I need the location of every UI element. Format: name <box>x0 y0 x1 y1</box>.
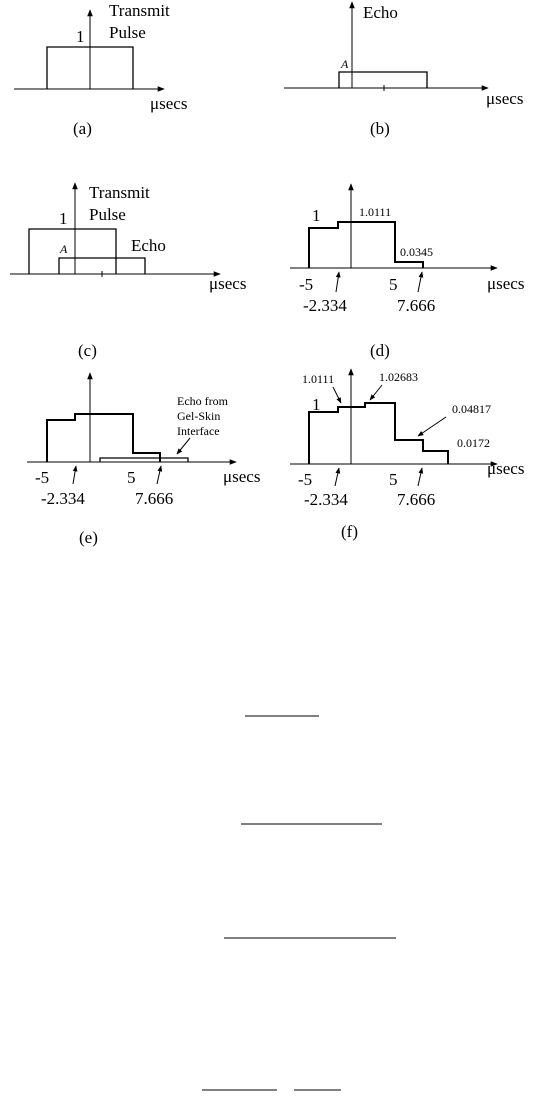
panel-c <box>10 183 246 360</box>
panel-f-arrow-7666 <box>418 468 422 486</box>
panel-c-echo-label: Echo <box>131 236 166 255</box>
panel-e-arrow-neg2334 <box>73 466 76 484</box>
panel-d-tick-7666: 7.666 <box>397 296 436 315</box>
panel-a-label-line2: Pulse <box>109 23 146 42</box>
panel-a-unit: μsecs <box>150 94 188 113</box>
panel-f-caption: (f) <box>341 522 358 541</box>
panel-d-level-one: 1 <box>312 206 321 225</box>
panel-e-unit: μsecs <box>223 467 261 486</box>
panel-d-arrow-neg2334 <box>336 272 339 292</box>
panel-e-caption: (e) <box>79 528 98 547</box>
panel-b-caption: (b) <box>370 119 390 138</box>
panel-e-tick-5: 5 <box>127 468 136 487</box>
panel-f-arrow-value-1 <box>333 387 341 403</box>
panel-e-arrow-7666 <box>157 466 161 484</box>
panel-d-value-2: 0.0345 <box>400 245 433 259</box>
panel-f <box>290 369 524 541</box>
panel-c-label-line2: Pulse <box>89 205 126 224</box>
panel-f-tick-7666: 7.666 <box>397 490 436 509</box>
panel-f-unit: μsecs <box>487 459 525 478</box>
panel-c-level-one: 1 <box>59 209 68 228</box>
panel-a-label-line1: Transmit <box>109 1 170 20</box>
panel-e-note-line2: Gel-Skin <box>177 409 221 423</box>
panel-c-caption: (c) <box>78 341 97 360</box>
panel-f-level-one: 1 <box>312 395 321 414</box>
panel-f-value-2: 1.02683 <box>379 370 418 384</box>
panel-f-arrow-neg2334 <box>335 468 339 486</box>
panel-e-tick-neg5: -5 <box>35 468 50 487</box>
panel-e-note-line3: Interface <box>177 424 220 438</box>
panel-a <box>14 1 187 138</box>
panel-b-title: Echo <box>363 3 398 22</box>
panel-b-unit: μsecs <box>486 89 524 108</box>
panel-c-transmit-pulse <box>29 229 116 274</box>
panel-f-value-3: 0.04817 <box>452 402 491 416</box>
panel-d-arrow-7666 <box>418 272 422 292</box>
panel-e-sum-signal <box>47 414 160 462</box>
panel-d-value-1: 1.0111 <box>359 205 392 219</box>
panel-f-tick-neg5: -5 <box>298 470 313 489</box>
panel-e-note-line1: Echo from <box>177 394 228 408</box>
panel-f-arrow-value-3 <box>418 417 446 436</box>
panel-a-level-one: 1 <box>76 27 85 46</box>
panel-b-amplitude: A <box>341 57 349 71</box>
panel-d <box>290 184 524 360</box>
panel-c-unit: μsecs <box>209 274 247 293</box>
panel-d-caption: (d) <box>370 341 390 360</box>
panel-f-tick-neg2334: -2.334 <box>304 490 348 509</box>
panel-e <box>27 373 260 547</box>
panel-d-tick-neg2334: -2.334 <box>303 296 347 315</box>
panel-f-sum-signal <box>309 403 448 464</box>
panel-e-gel-skin-echo <box>100 458 188 462</box>
panel-f-arrow-value-2 <box>370 385 382 400</box>
panel-f-value-4: 0.0172 <box>457 436 490 450</box>
panel-f-tick-5: 5 <box>389 470 398 489</box>
panel-e-note-arrow <box>177 438 190 454</box>
panel-e-tick-7666: 7.666 <box>135 489 174 508</box>
panel-d-unit: μsecs <box>487 274 525 293</box>
panel-a-caption: (a) <box>73 119 92 138</box>
panel-c-amplitude: A <box>60 242 68 256</box>
panel-e-tick-neg2334: -2.334 <box>41 489 85 508</box>
panel-b <box>284 2 523 138</box>
panel-d-tick-5: 5 <box>389 275 398 294</box>
panel-f-value-1: 1.0111 <box>302 372 335 386</box>
panel-d-tick-neg5: -5 <box>299 275 314 294</box>
equation-lines <box>202 716 396 1090</box>
panel-c-label-line1: Transmit <box>89 183 150 202</box>
